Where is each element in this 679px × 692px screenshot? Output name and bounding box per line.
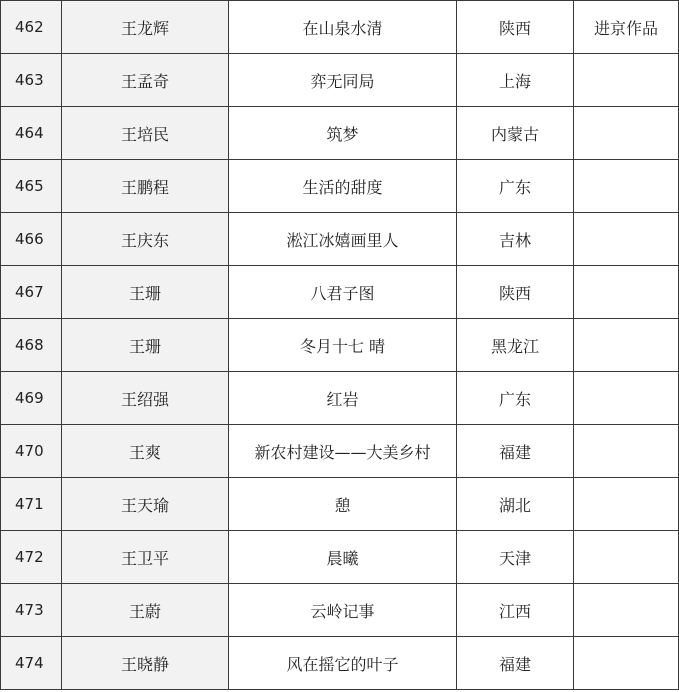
remark-cell <box>574 107 679 160</box>
artist-name-cell: 王龙辉 <box>62 1 229 54</box>
region-cell: 福建 <box>457 637 574 690</box>
table-row <box>1 160 679 213</box>
region-cell: 上海 <box>457 54 574 107</box>
entry-number-cell: 467 <box>1 266 62 319</box>
region-cell: 湖北 <box>457 478 574 531</box>
table-row <box>1 54 679 107</box>
table-row <box>1 266 679 319</box>
work-title-cell: 憩 <box>229 478 457 531</box>
remark-cell <box>574 319 679 372</box>
artist-name-cell: 王蔚 <box>62 584 229 637</box>
remark-cell <box>574 160 679 213</box>
entry-number-cell: 462 <box>1 1 62 54</box>
remark-cell: 进京作品 <box>574 1 679 54</box>
artist-name-cell: 王卫平 <box>62 531 229 584</box>
work-title-cell: 筑梦 <box>229 107 457 160</box>
region-cell: 陕西 <box>457 266 574 319</box>
region-cell: 陕西 <box>457 1 574 54</box>
artist-name-cell: 王孟奇 <box>62 54 229 107</box>
table-row <box>1 372 679 425</box>
work-title-cell: 在山泉水清 <box>229 1 457 54</box>
work-title-cell: 冬月十七 晴 <box>229 319 457 372</box>
entry-number-cell: 469 <box>1 372 62 425</box>
region-cell: 吉林 <box>457 213 574 266</box>
work-title-cell: 弈无同局 <box>229 54 457 107</box>
table-row <box>1 637 679 690</box>
artist-name-cell: 王珊 <box>62 319 229 372</box>
table-row <box>1 584 679 637</box>
region-cell: 黑龙江 <box>457 319 574 372</box>
artist-name-cell: 王庆东 <box>62 213 229 266</box>
roster-table-body <box>1 1 679 690</box>
entry-number-cell: 473 <box>1 584 62 637</box>
entry-number-cell: 466 <box>1 213 62 266</box>
entry-number-cell: 463 <box>1 54 62 107</box>
region-cell: 广东 <box>457 160 574 213</box>
work-title-cell: 红岩 <box>229 372 457 425</box>
work-title-cell: 淞江冰嬉画里人 <box>229 213 457 266</box>
region-cell: 广东 <box>457 372 574 425</box>
table-row <box>1 107 679 160</box>
region-cell: 天津 <box>457 531 574 584</box>
entry-number-cell: 465 <box>1 160 62 213</box>
work-title-cell: 八君子图 <box>229 266 457 319</box>
table-row <box>1 319 679 372</box>
table-row <box>1 425 679 478</box>
work-title-cell: 晨曦 <box>229 531 457 584</box>
artist-name-cell: 王培民 <box>62 107 229 160</box>
table-row <box>1 213 679 266</box>
work-title-cell: 生活的甜度 <box>229 160 457 213</box>
entry-number-cell: 468 <box>1 319 62 372</box>
entry-number-cell: 472 <box>1 531 62 584</box>
work-title-cell: 风在摇它的叶子 <box>229 637 457 690</box>
artist-name-cell: 王晓静 <box>62 637 229 690</box>
artist-name-cell: 王爽 <box>62 425 229 478</box>
region-cell: 福建 <box>457 425 574 478</box>
artist-name-cell: 王鹏程 <box>62 160 229 213</box>
region-cell: 内蒙古 <box>457 107 574 160</box>
remark-cell <box>574 54 679 107</box>
table-row <box>1 531 679 584</box>
remark-cell <box>574 637 679 690</box>
artist-name-cell: 王天瑜 <box>62 478 229 531</box>
remark-cell <box>574 425 679 478</box>
remark-cell <box>574 478 679 531</box>
artist-name-cell: 王绍强 <box>62 372 229 425</box>
entry-number-cell: 474 <box>1 637 62 690</box>
entry-number-cell: 464 <box>1 107 62 160</box>
remark-cell <box>574 372 679 425</box>
remark-cell <box>574 531 679 584</box>
artist-name-cell: 王珊 <box>62 266 229 319</box>
entry-number-cell: 470 <box>1 425 62 478</box>
region-cell: 江西 <box>457 584 574 637</box>
table-row <box>1 1 679 54</box>
remark-cell <box>574 213 679 266</box>
work-title-cell: 新农村建设——大美乡村 <box>229 425 457 478</box>
work-title-cell: 云岭记事 <box>229 584 457 637</box>
remark-cell <box>574 584 679 637</box>
table-row <box>1 478 679 531</box>
entry-number-cell: 471 <box>1 478 62 531</box>
remark-cell <box>574 266 679 319</box>
